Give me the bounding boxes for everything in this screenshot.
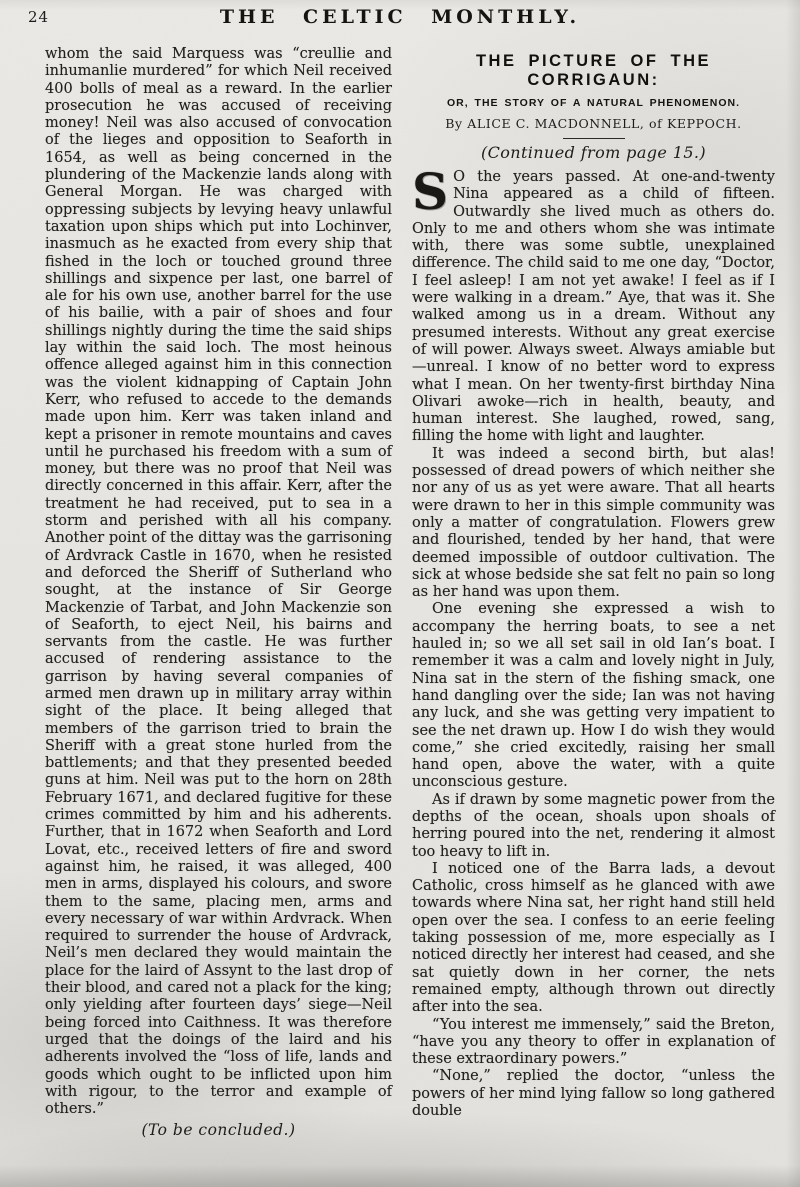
continuation-note: (Continued from page 15.): [480, 143, 707, 162]
story-paragraph: “You interest me immensely,” said the Breton, “have you any theory to offer in explanation of these extraordinary powers.”: [412, 1016, 775, 1068]
story-paragraph: One evening she expressed a wish to accompany the herring boats, to see a net hauled in; so we all set sail in old Ian’s boat. I remember it was a calm and lovely night in July, Nina sat in the stern of the fishing smack, one hand dangling over the side; Ian was not having any luck, and she was getting very impatient to see the net drawn up. How I do wish they would come,” she cried excitedly, raising her small hand open, above the water, with a quite unconscious gesture.: [412, 601, 775, 791]
story-paragraph: “None,” replied the doctor, “unless the powers of her mind lying fallow so long gathered double: [412, 1068, 775, 1120]
story-paragraph: I noticed one of the Barra lads, a devout Catholic, cross himself as he glanced with awe towards where Nina sat, her right hand still held open over the sea. I confess to an eerie feeling taking possession of me, more especially as I noticed directly her interest had ceased, and she sat quietly down in her corner, the nets remained empty, although thrown out directly after into the sea.: [412, 860, 775, 1016]
story-paragraph: As if drawn by some magnetic power from the depths of the ocean, shoals upon shoals of herring poured into the net, rendering it almost too heavy to lift in.: [412, 791, 775, 860]
left-column: [45, 46, 392, 1181]
journal-title: THE CELTIC MONTHLY.: [219, 6, 581, 28]
two-column-layout: [45, 46, 775, 1181]
article-continuation-text: whom the said Marquess was “creullie and inhumanlie murdered” for which Neil received 400 bolls of meal as a reward. In the earlier prosecution he was accused of receiving money! Neil was also accused of convocation of the lieges and opposition to Seaforth in 1654, as well as being concerned in the plundering of the Mackenzie lands along with General Morgan. He was charged with oppressing subjects by levying heavy unlawful taxation upon ships which put into Lochinver, inasmuch as he exacted from every ship that fished in the loch or touched ground three shillings and sixpence per last, one barrel of ale for his own use, another barrel for the use of his bailie, with a pair of shoes and four shillings nightly during the time the said ships lay within the said loch. The most heinous offence alleged against him in this connection was the violent kidnapping of Captain John Kerr, who refused to accede to the demands made upon him. Kerr was taken inland and kept a prisoner in remote mountains and caves until he purchased his freedom with a sum of money, but there was no proof that Neil was directly concerned in this affair. Kerr, after the treatment he had received, put to sea in a storm and perished with all his company. Another point of the dittay was the garrisoning of Ardvrack Castle in 1670, when he resisted and deforced the Sheriff of Sutherland who sought, at the instance of Sir George Mackenzie of Tarbat, and John Mackenzie son of Seaforth, to eject Neil, his bairns and servants from the castle. He was further accused of rendering assistance to the garrison by having several companies of armed men drawn up in military array within sight of the place. It being alleged that members of the garrison tried to brain the Sheriff with a great stone hurled from the battlements; and that they presented beeded guns at him. Neil was put to the horn on 28th February 1671, and declared fugitive for these crimes committed by him and his adherents. Further, that in 1672 when Seaforth and Lord Lovat, etc., received letters of fire and sword against him, he raised, it was alleged, 400 men in arms, displayed his colours, and swore them to the same, placing men, arms and every necessary of war within Ardvrack. When required to surrender the house of Ardvrack, Neil’s men declared they would maintain the place for the laird of Assynt to the last drop of their blood, and cared not a plack for the king; only yielding after fourteen days’ siege—Neil being forced into Caithness. It was therefore urged that the doings of the laird and his adherents involved the “loss of life, lands and goods which ought to be inflicted upon him with rigour, to the terror and example of others.”: [45, 46, 392, 1118]
story-paragraph-text: O the years passed. At one-and-twenty Nina appeared as a child of fifteen. Outwardly she lived much as others do. Only to me and others whom she was intimate with, there was some subtle, unexplained difference. The child said to me one day, “Doctor, I feel asleep! I am not yet awake! I feel as if I were walking in a dream.” Aye, that was it. She walked among us in a dream. Without any presumed interests. Without any great exercise of will power. Always sweet. Always amiable but—unreal. I know of no better word to express what I mean. On her twenty-first birthday Nina Olivari awoke—rich in health, beauty, and human interest. She laughed, rowed, sang, filling the home with light and laughter.: [412, 169, 775, 445]
article-byline: By ALICE C. MACDONNELL, of KEPPOCH.: [445, 116, 742, 131]
page-number: 24: [28, 8, 50, 26]
right-column: [412, 46, 775, 1181]
drop-cap-initial: S: [412, 162, 449, 221]
divider-rule: [563, 138, 625, 139]
story-paragraph: [412, 162, 775, 446]
article-subtitle: OR, THE STORY OF A NATURAL PHENOMENON.: [446, 97, 741, 109]
story-paragraph: It was indeed a second birth, but alas! possessed of dread powers of which neither she nor any of us as yet were aware. That all hearts were drawn to her in this simple community was only a matter of congratulation. Flowers grew and flourished, tended by her hand, that were deemed impossible of outdoor cultivation. The sick at whose bedside she sat felt no pain so long as her hand was upon them.: [412, 445, 775, 601]
to-be-concluded-note: (To be concluded.): [141, 1121, 296, 1140]
article-title: THE PICTURE OF THE CORRIGAUN:: [475, 52, 712, 89]
